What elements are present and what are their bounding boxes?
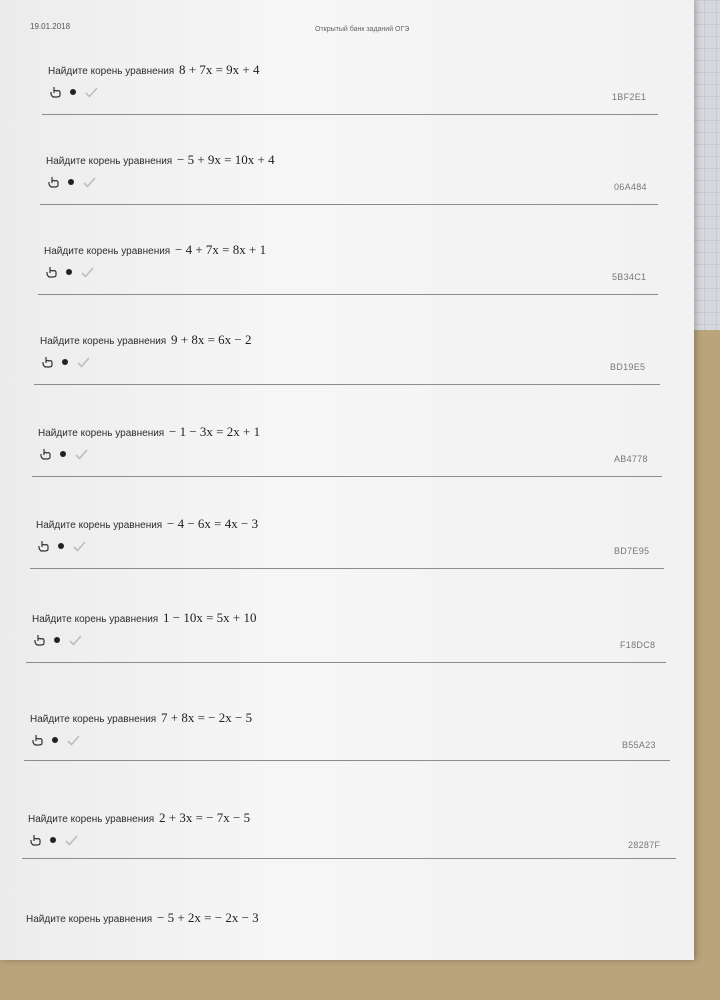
task-icons [48,176,96,188]
task-prompt: Найдите корень уравнения [32,614,159,625]
checkmark-icon [67,735,80,746]
task-question [46,152,275,168]
task-question [36,516,258,532]
task-code: B55A23 [622,740,656,750]
divider-line [40,204,658,205]
bullet-icon [58,543,64,549]
task-prompt: Найдите корень уравнения [40,336,167,347]
bullet-icon [70,89,76,95]
bullet-icon [62,359,68,365]
task-icons [38,540,86,552]
task-prompt: Найдите корень уравнения [26,914,153,925]
task-icons [40,448,88,460]
task-icons [34,634,82,646]
task-item [0,242,694,332]
task-item [0,610,694,700]
hand-pointer-icon [42,356,53,368]
divider-line [34,384,660,385]
checkmark-icon [65,835,78,846]
task-code: BD7E95 [614,546,650,556]
hand-pointer-icon [34,634,45,646]
task-icons [50,86,98,98]
bullet-icon [50,837,56,843]
task-item [0,62,694,152]
task-equation: 7 + 8x = − 2x − 5 [161,710,253,725]
hand-pointer-icon [32,734,43,746]
page-header [30,22,650,36]
task-question [30,710,252,726]
checkmark-icon [69,635,82,646]
task-question [40,332,252,348]
task-icons [46,266,94,278]
task-equation: 2 + 3x = − 7x − 5 [159,810,251,825]
checkmark-icon [85,87,98,98]
site-title: Открытый банк заданий ОГЭ [315,26,410,33]
task-question [32,610,257,626]
task-prompt: Найдите корень уравнения [48,66,175,77]
checkmark-icon [83,177,96,188]
divider-line [32,476,662,477]
hand-pointer-icon [40,448,51,460]
divider-line [26,662,666,663]
checkmark-icon [73,541,86,552]
divider-line [30,568,664,569]
task-equation: − 1 − 3x = 2x + 1 [169,424,261,439]
divider-line [24,760,670,761]
task-prompt: Найдите корень уравнения [44,246,171,257]
divider-line [22,858,676,859]
task-prompt: Найдите корень уравнения [36,520,163,531]
task-icons [42,356,90,368]
divider-line [42,114,658,115]
task-item [0,332,694,422]
task-question [38,424,260,440]
task-item [0,710,694,800]
checkmark-icon [77,357,90,368]
task-question [44,242,266,258]
task-equation: − 5 + 2x = − 2x − 3 [157,910,259,925]
task-item [0,810,694,900]
task-prompt: Найдите корень уравнения [38,428,165,439]
task-question [26,910,259,926]
task-code: 5B34C1 [612,272,647,282]
task-item [0,152,694,242]
task-equation: − 5 + 9x = 10x + 4 [177,152,275,167]
checkmark-icon [81,267,94,278]
task-item [0,424,694,514]
task-code: 06A484 [614,182,647,192]
bullet-icon [68,179,74,185]
task-prompt: Найдите корень уравнения [28,814,155,825]
checkmark-icon [75,449,88,460]
bullet-icon [60,451,66,457]
task-code: F18DC8 [620,640,656,650]
task-question [48,62,260,78]
task-code: BD19E5 [610,362,646,372]
task-equation: 1 − 10x = 5x + 10 [163,610,257,625]
task-code: 28287F [628,840,661,850]
bullet-icon [52,737,58,743]
task-equation: 8 + 7x = 9x + 4 [179,62,260,77]
hand-pointer-icon [48,176,59,188]
task-question [28,810,250,826]
hand-pointer-icon [50,86,61,98]
hand-pointer-icon [38,540,49,552]
print-date: 19.01.2018 [30,22,71,31]
task-code: AB4778 [614,454,648,464]
hand-pointer-icon [30,834,41,846]
bullet-icon [66,269,72,275]
task-equation: − 4 + 7x = 8x + 1 [175,242,267,257]
task-equation: 9 + 8x = 6x − 2 [171,332,252,347]
hand-pointer-icon [46,266,57,278]
task-item [0,910,694,1000]
task-item [0,516,694,606]
task-code: 1BF2E1 [612,92,647,102]
divider-line [38,294,658,295]
bullet-icon [54,637,60,643]
task-equation: − 4 − 6x = 4x − 3 [167,516,259,531]
task-prompt: Найдите корень уравнения [30,714,157,725]
task-icons [32,734,80,746]
task-prompt: Найдите корень уравнения [46,156,173,167]
task-icons [30,834,78,846]
